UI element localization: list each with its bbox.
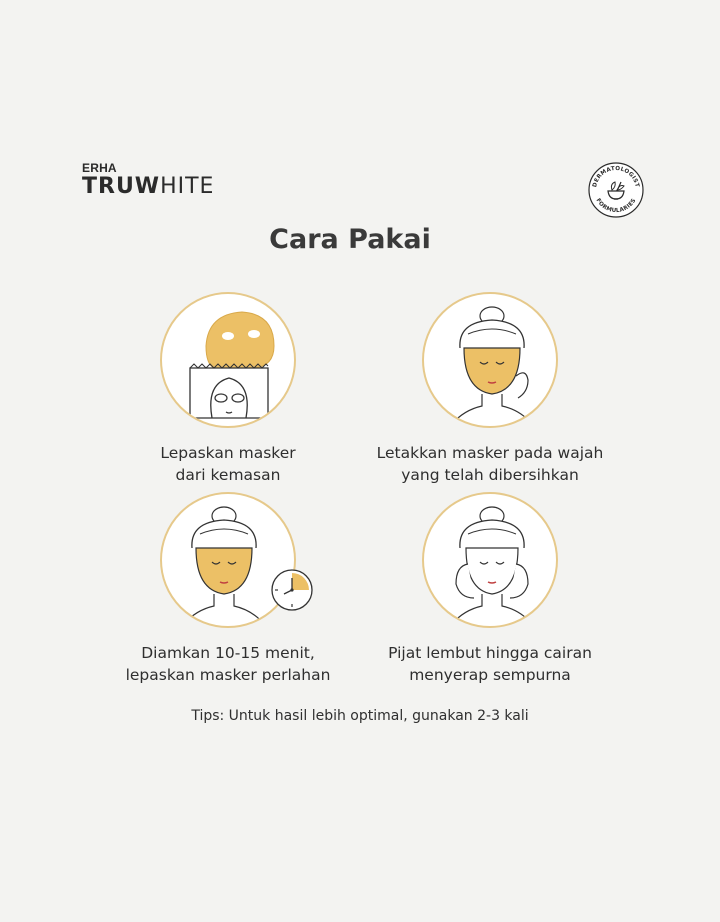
tips-text: Tips: Untuk hasil lebih optimal, gunakan 2-3 kali [191, 708, 529, 724]
step-2 [340, 292, 640, 486]
mask-package-icon [160, 292, 296, 428]
step-1-caption: Lepaskan masker dari kemasan [160, 444, 296, 484]
step-4-caption: Pijat lembut hingga cairan menyerap sempurna [388, 644, 592, 684]
face-massage-icon [422, 492, 558, 628]
step-4 [340, 492, 640, 686]
step-3 [78, 492, 378, 686]
brand-sub: ERHA [82, 161, 117, 175]
page-title: Cara Pakai [269, 224, 431, 255]
brand-name: TRUWHITE [82, 174, 215, 199]
timer-icon [270, 568, 314, 612]
badge-top-text: DERMATOLOGIST [592, 165, 640, 189]
face-mask-apply-icon [422, 292, 558, 428]
brand-logo [82, 162, 214, 200]
step-3-caption: Diamkan 10-15 menit, lepaskan masker perlahan [125, 644, 331, 684]
dermatologist-badge-icon [586, 160, 646, 220]
step-2-caption: Letakkan masker pada wajah yang telah dibersihkan [376, 444, 604, 484]
step-1 [78, 292, 378, 486]
badge-bottom-text: FORMULARIES [594, 197, 638, 215]
